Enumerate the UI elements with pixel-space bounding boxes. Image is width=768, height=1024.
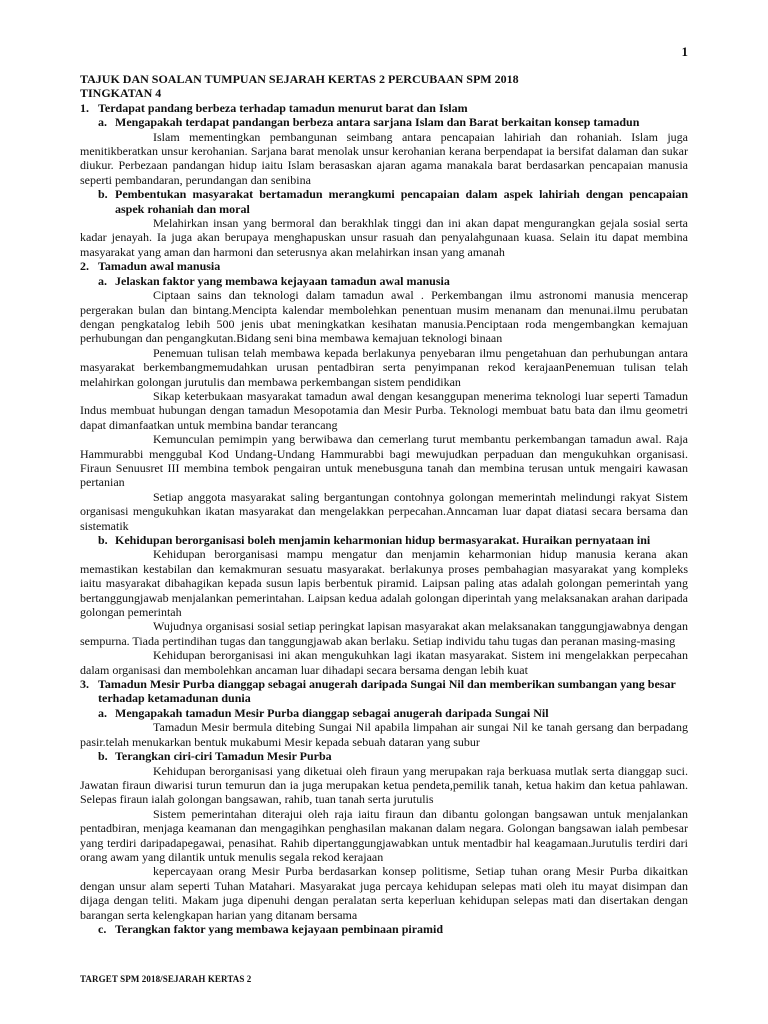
answer-paragraph: Setiap anggota masyarakat saling bergantungan contohnya golongan memerintah melindungi rakyat Sistem organisasi mengukuhkan ikatan masyarakat dan mengelakkan perpecahan.Anncaman luar dapat diatasi secara bersama dan sistematik: [80, 489, 688, 533]
subquestion-text: Mengapakah tamadun Mesir Purba dianggap sebagai anugerah daripada Sungai Nil: [115, 705, 549, 720]
sections-list: [80, 101, 688, 937]
answer-paragraph: Kehidupan berorganisasi yang diketuai oleh firaun yang merupakan raja berkuasa mutlak serta dianggap suci. Jawatan firaun diwarisi turun temurun dan ia juga merupakan ketua pendeta,pemilik tanah, ketua hakim dan ketua pahlawan. Selepas firaun ialah golongan bangsawan, rahib, tuan tanah serta jurutulis: [80, 763, 688, 807]
answer-paragraph: Tamadun Mesir bermula ditebing Sungai Nil apabila limpahan air sungai Nil ke tanah gersang dan berpadang pasir.telah menukarkan bentuk mukabumi Mesir kepada sebuah dataran yang subur: [80, 720, 688, 749]
answer-paragraph: Wujudnya organisasi sosial setiap peringkat lapisan masyarakat akan melaksanakan tanggungjawabnya dengan sempurna. Tiada pertindihan tugas dan tanggungjawab akan berlaku. Setiap individu tahu tugas dan peranan masing-masing: [80, 619, 688, 648]
subquestion-text: Jelaskan faktor yang membawa kejayaan tamadun awal manusia: [115, 273, 450, 288]
question-text: Terdapat pandang berbeza terhadap tamadun menurut barat dan Islam: [98, 100, 468, 115]
question-1: [80, 101, 688, 115]
answer-paragraph: Kemunculan pemimpin yang berwibawa dan cemerlang turut membantu perkembangan tamadun awal. Raja Hammurabbi menggubal Kod Undang-Undang Hammurabbi bagi mewujudkan perpaduan dan mengukuhkan organisasi. Firaun Senuusret III membina tembok pengairan untuk menebusguna tanah dan membina terusan untuk mengairi kawasan pertanian: [80, 432, 688, 490]
subquestion: [80, 115, 688, 129]
subquestion-label: b.: [98, 749, 108, 764]
document-body: [80, 72, 688, 936]
document-title: TAJUK DAN SOALAN TUMPUAN SEJARAH KERTAS 2 PERCUBAAN SPM 2018: [80, 72, 519, 86]
subquestion-text: Kehidupan berorganisasi boleh menjamin keharmonian hidup bermasyarakat. Huraikan pernyataan ini: [115, 533, 651, 547]
answer-paragraph: kepercayaan orang Mesir Purba berdasarkan konsep politisme, Setiap tuhan orang Mesir Purba dikaitkan dengan unsur alam seperti Tuhan Matahari. Masyarakat juga percaya kehidupan selepas mati oleh itu mayat disimpan dan dijaga dengan teliti. Makam juga dipenuhi dengan peralatan serta keperluan kehidupan selepas mati dan disertakan dengan barangan serta kelengkapan harian yang ditanam bersama: [80, 864, 688, 922]
subquestion-label: b.: [98, 533, 108, 547]
subquestion-label: a.: [98, 705, 107, 720]
subquestion-label: a.: [98, 273, 107, 288]
answer-paragraph: Sistem pemerintahan diterajui oleh raja iaitu firaun dan dibantu golongan bangsawan untuk menjalankan pentadbiran, menjaga keamanan dan mengagihkan penghasilan makanan dalam negara. Golongan bangsawan ialah pembesar yang terdiri daripadapegawai, penasihat. Rahib dipertanggungjawabkan untuk mentadbir hal keagamaan.Jurutulis terdiri dari orang awam yang dilantik untuk menulis segala rekod kerajaan: [80, 806, 688, 864]
question-2: [80, 259, 688, 273]
subquestion: [80, 187, 688, 216]
page-footer: TARGET SPM 2018/SEJARAH KERTAS 2: [80, 974, 252, 984]
subquestion: [80, 749, 688, 763]
subquestion-label: b.: [98, 187, 108, 202]
answer-paragraph: Islam mementingkan pembangunan seimbang antara pencapaian lahiriah dan rohaniah. Islam juga menitikberatkan unsur kerohanian. Sarjana barat menolak unsur kerohanian kerana berpendapat ia bersifat dalaman dan sukar diukur. Perbezaan pandangan hidup iaitu Islam berasaskan ajaran agama manakala barat berdasarkan pencapaian manusia seperti pembandaran, perundangan dan senibina: [80, 129, 688, 187]
subquestion: [80, 274, 688, 288]
document-subtitle: TINGKATAN 4: [80, 86, 162, 101]
subquestion-label: a.: [98, 115, 107, 130]
subquestion-text: Pembentukan masyarakat bertamadun merangkumi pencapaian dalam aspek lahiriah dengan pencapaian aspek rohaniah dan moral: [115, 187, 688, 216]
subquestion: [80, 706, 688, 720]
question-3: [80, 677, 688, 706]
subquestion: [80, 922, 688, 936]
answer-paragraph: Melahirkan insan yang bermoral dan berakhlak tinggi dan ini akan dapat mengurangkan gejala sosial serta kadar jenayah. Ia juga akan berupaya menghapuskan unsur rasuah dan penyalahgunaan kuasa. Selain itu dapat membina masyarakat yang aman dan harmoni dan seterusnya akan melahirkan insan yang amanah: [80, 216, 688, 259]
answer-paragraph: Kehidupan berorganisasi mampu mengatur dan menjamin keharmonian hidup manusia kerana akan memastikan kestabilan dan kemakmuran sesuatu masyarakat. berlakunya proses pembahagian masyarakat yang kompleks iaitu masyarakat dibahagikan kepada susun lapis berbentuk piramid. Laipsan paling atas adalah golongan pemerintah yang bertanggungjawab menjalankan pemerintahan. Laipsan kedua adalah golongan diperintah yang melaksanakan arahan daripada golongan pemerintah: [80, 547, 688, 620]
answer-paragraph: Sikap keterbukaan masyarakat tamadun awal dengan kesanggupan menerima teknologi luar seperti Tamadun Indus membuat hubungan dengan tamadun Mesopotamia dan Mesir Purba. Teknologi membuat batu bata dan ilmu geometri dapat dimanfaatkan untuk membina bandar terancang: [80, 388, 688, 432]
question-number: 2.: [80, 259, 89, 274]
question-number: 3.: [80, 677, 89, 692]
subquestion: [80, 533, 688, 547]
question-number: 1.: [80, 100, 89, 115]
subquestion-label: c.: [98, 921, 107, 936]
answer-paragraph: Penemuan tulisan telah membawa kepada berlakunya penyebaran ilmu pengetahuan dan perhubungan antara masyarakat berkembangmemudahkan urusan pentadbiran serta penyimpanan rekod kerajaanPenemuan tulisan telah melahirkan golongan jurutulis dan membawa perkembangan sistem pendidikan: [80, 345, 688, 389]
page-number: 1: [681, 44, 688, 59]
subquestion-text: Terangkan ciri-ciri Tamadun Mesir Purba: [115, 749, 332, 764]
question-text: Tamadun Mesir Purba dianggap sebagai anugerah daripada Sungai Nil dan memberikan sumbangan yang besar terhadap ketamadunan dunia: [98, 677, 676, 706]
answer-paragraph: Ciptaan sains dan teknologi dalam tamadun awal . Perkembangan ilmu astronomi manusia mencerap pergerakan bulan dan bintang.Mencipta kalendar membolehkan penentuan musim menanam dan menunai.ilmu perubatan dengan pengkatalog lebih 500 jenis ubat meningkatkan kesihatan manusia.Penciptaan roda mengembangkan kemajuan perhubungan dan pengangkutan.Bidang seni bina membawa kemajuan teknologi binaan: [80, 288, 688, 346]
subquestion-text: Mengapakah terdapat pandangan berbeza antara sarjana Islam dan Barat berkaitan konsep tamadun: [115, 115, 640, 130]
subquestion-text: Terangkan faktor yang membawa kejayaan pembinaan piramid: [115, 921, 444, 936]
question-text: Tamadun awal manusia: [98, 259, 221, 274]
answer-paragraph: Kehidupan berorganisasi ini akan mengukuhkan lagi ikatan masyarakat. Sistem ini mengelakkan perpecahan dalam organisasi dan membolehkan ancaman luar dihadapi secara bersama dengan lebih kuat: [80, 648, 688, 677]
